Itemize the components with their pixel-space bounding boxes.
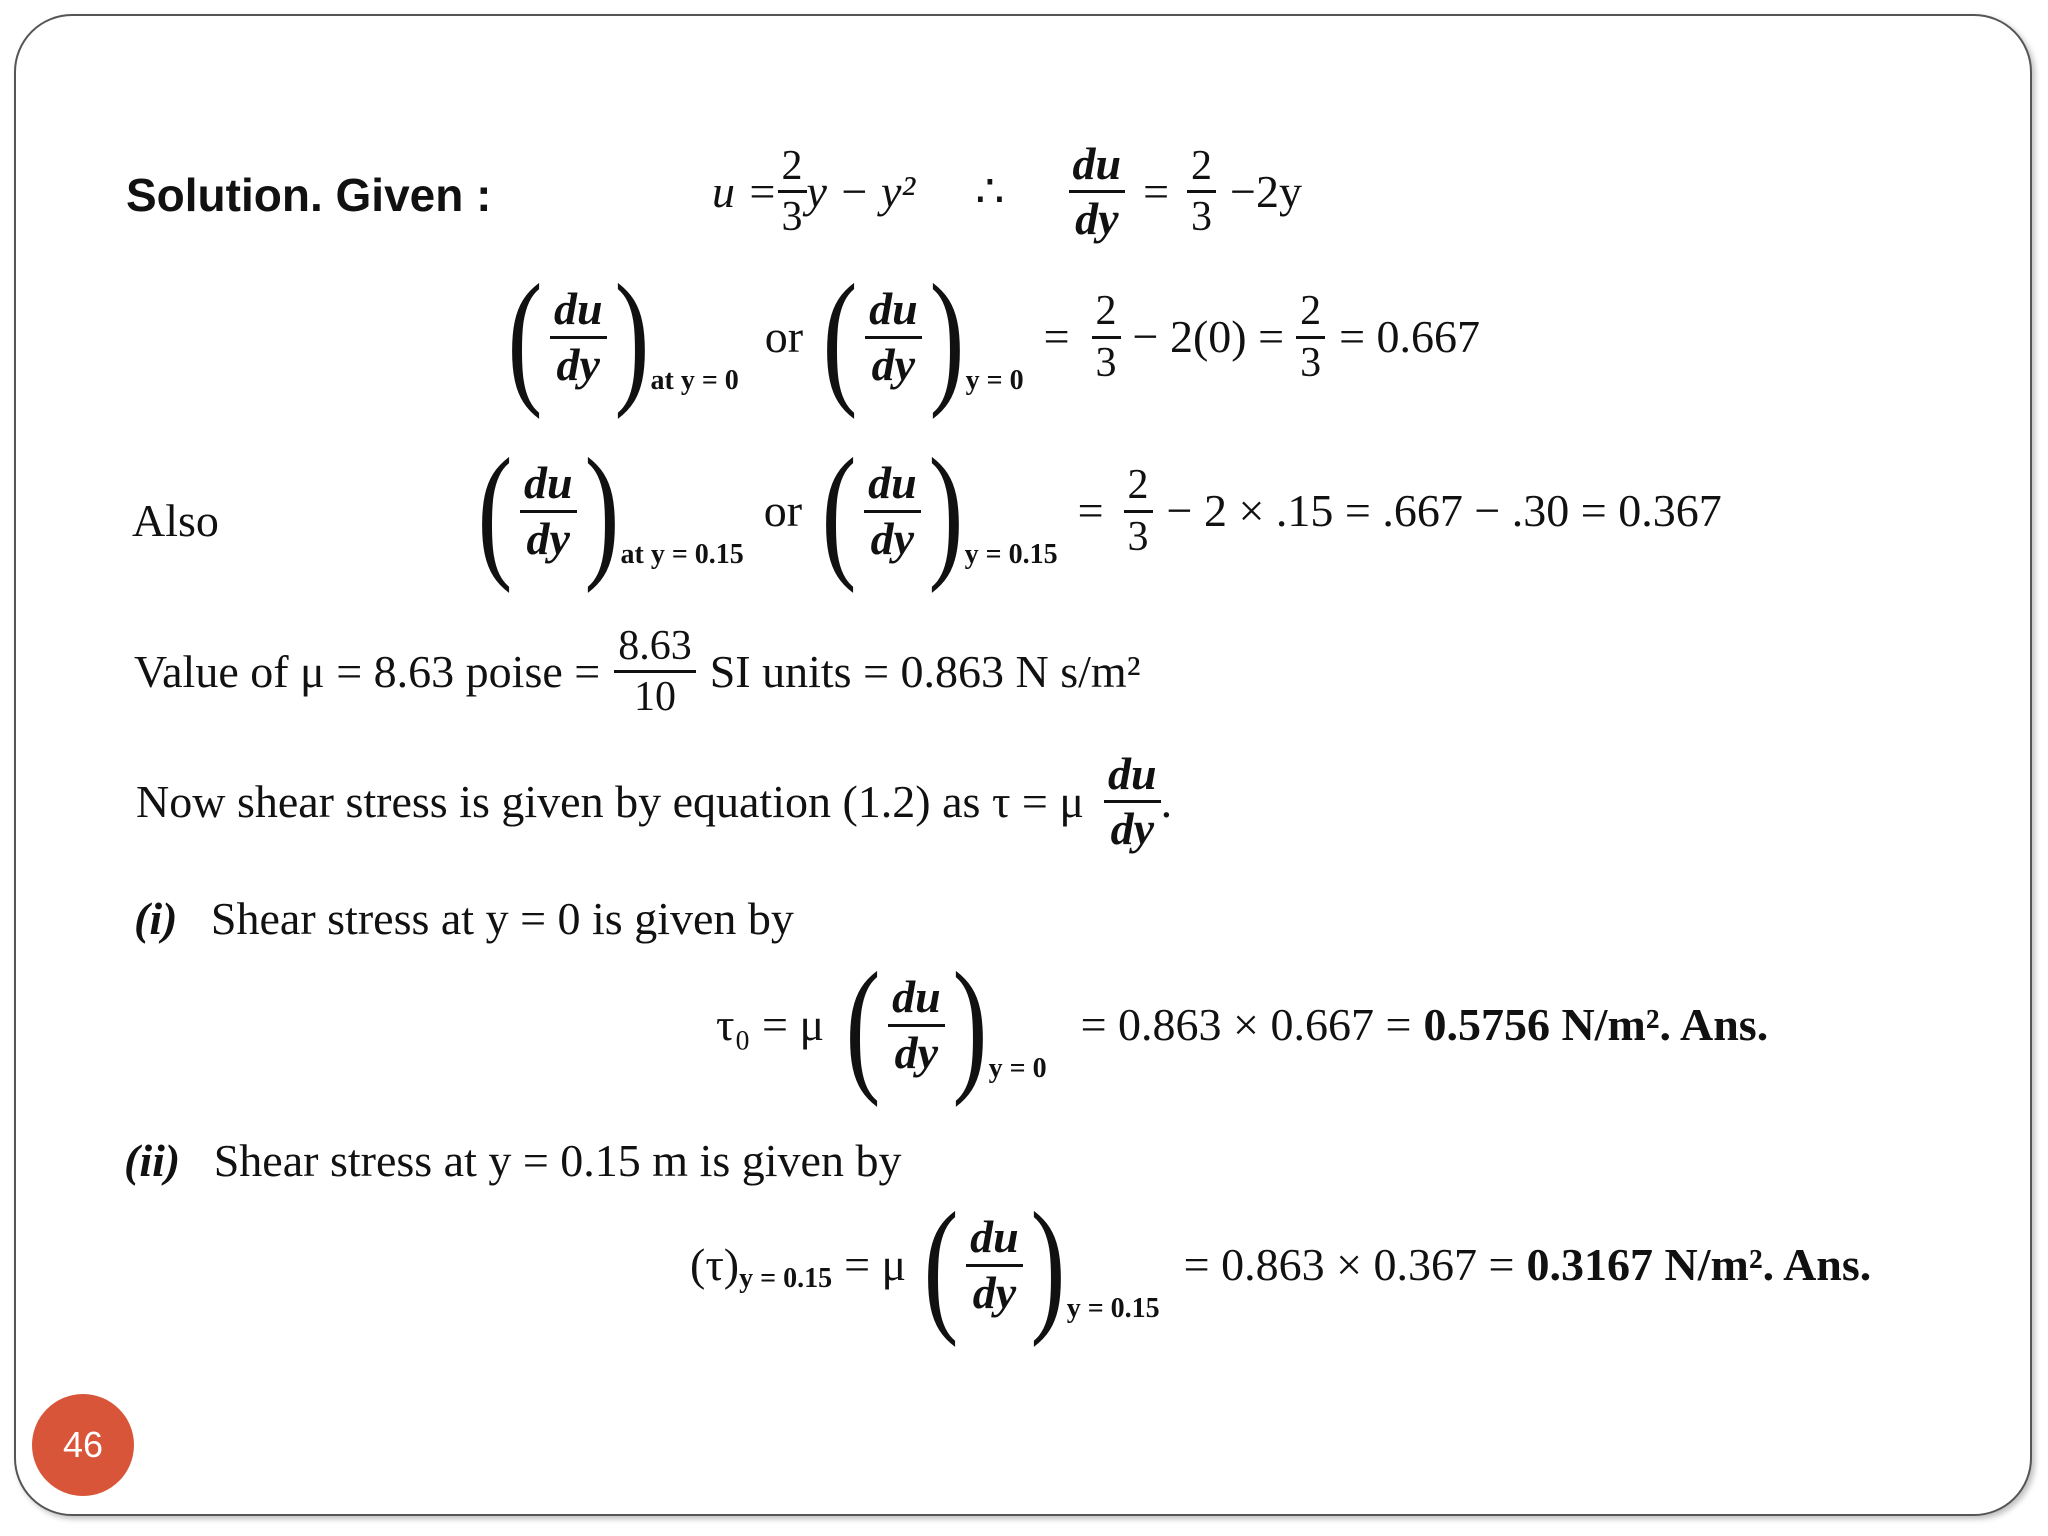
tau-subscript: y = 0.15	[739, 1263, 833, 1294]
equals-sign: =	[1143, 165, 1170, 217]
given-equation	[712, 140, 1302, 244]
du-dy-fraction	[864, 459, 921, 563]
equation-tail: y − y²	[806, 165, 916, 217]
left-paren: (	[923, 1182, 959, 1348]
tau0-lhs: τ₀ = μ	[716, 999, 825, 1050]
fraction-numerator: 2	[1092, 289, 1121, 338]
page-number-badge: 46	[32, 1394, 134, 1496]
viscosity-si-units: SI units = 0.863 N s/m²	[709, 645, 1141, 697]
mu-equals: = μ	[844, 1239, 907, 1290]
du-numerator: du	[888, 973, 945, 1026]
right-paren: )	[614, 254, 650, 420]
fraction-numerator: 2	[1187, 144, 1216, 193]
subscript-y0: y = 0	[965, 365, 1024, 396]
left-paren: (	[821, 428, 857, 594]
fraction-two-thirds	[1092, 289, 1121, 384]
viscosity-lead: Value of μ = 8.63 poise =	[134, 645, 601, 697]
period: .	[1160, 775, 1173, 827]
du-dy-fraction	[1069, 140, 1126, 244]
middle-calc: − 2(0) =	[1132, 311, 1285, 362]
dy-denominator: dy	[870, 512, 915, 564]
du-numerator: du	[1069, 140, 1126, 193]
fraction-denominator: 3	[1191, 194, 1213, 241]
subscript-y015: y = 0.15	[1066, 1293, 1160, 1324]
left-paren: (	[507, 254, 543, 420]
equation-tail-2: −2y	[1230, 165, 1302, 217]
du-dy-fraction	[966, 1213, 1023, 1317]
dy-denominator: dy	[556, 338, 600, 390]
shear-stress-lead: Now shear stress is given by equation (1.2) as τ = μ	[136, 775, 1085, 827]
therefore-symbol: ∴	[975, 165, 1005, 217]
derivative-at-zero-line	[500, 254, 1481, 420]
part-ii-calc: = 0.863 × 0.367 =	[1183, 1239, 1515, 1290]
dy-denominator: dy	[894, 1026, 939, 1078]
part-ii-heading	[124, 1135, 902, 1186]
part-i-text: Shear stress at y = 0 is given by	[210, 893, 794, 944]
subscript-at-y015: at y = 0.15	[620, 539, 744, 570]
left-paren: (	[822, 254, 858, 420]
derivative-group	[838, 942, 1047, 1108]
derivative-group-2	[814, 428, 1058, 594]
u-equals: u =	[712, 165, 778, 217]
right-paren: )	[929, 254, 965, 420]
derivative-group-1	[500, 254, 739, 420]
viscosity-fraction	[614, 624, 696, 719]
right-paren: )	[928, 428, 964, 594]
dy-denominator: dy	[526, 512, 570, 564]
du-dy-fraction	[1104, 750, 1161, 854]
subscript-at-y0: at y = 0	[650, 365, 739, 396]
du-numerator: du	[864, 459, 921, 512]
subscript-y015: y = 0.15	[964, 539, 1058, 570]
part-ii-answer: 0.3167 N/m². Ans.	[1526, 1239, 1872, 1290]
dy-denominator: dy	[972, 1266, 1017, 1318]
du-numerator: du	[865, 285, 922, 338]
du-numerator: du	[550, 285, 607, 338]
part-i-calculation	[716, 942, 1769, 1108]
right-paren: )	[1030, 1182, 1066, 1348]
right-paren: )	[584, 428, 620, 594]
part-ii-text: Shear stress at y = 0.15 m is given by	[213, 1135, 902, 1186]
left-paren: (	[477, 428, 513, 594]
part-i-marker: (i)	[134, 893, 178, 944]
or-word: or	[764, 311, 804, 362]
also-label: Also	[132, 495, 219, 546]
du-dy-fraction	[520, 459, 577, 563]
tau-lhs: (τ)	[690, 1239, 740, 1290]
du-dy-fraction	[865, 285, 922, 389]
fraction-numerator: 2	[1124, 463, 1153, 512]
fraction-numerator: 8.63	[614, 624, 696, 673]
du-numerator: du	[966, 1213, 1023, 1266]
derivative-group-1	[470, 428, 744, 594]
derivative-group	[916, 1182, 1160, 1348]
part-i-answer: 0.5756 N/m². Ans.	[1423, 999, 1769, 1050]
fraction-denominator: 3	[1127, 513, 1149, 560]
du-numerator: du	[1104, 750, 1161, 803]
equals-sign: =	[1077, 485, 1104, 536]
fraction-two-thirds	[778, 144, 807, 239]
result-calc: − 2 × .15 = .667 − .30 = 0.367	[1166, 485, 1722, 536]
fraction-numerator: 2	[1296, 289, 1325, 338]
fraction-numerator: 2	[778, 144, 807, 193]
shear-stress-equation-line	[136, 750, 1172, 854]
result-value: = 0.667	[1339, 311, 1481, 362]
derivative-group-2	[815, 254, 1024, 420]
or-word: or	[763, 485, 803, 536]
part-ii-marker: (ii)	[124, 1135, 181, 1186]
viscosity-line	[134, 624, 1140, 719]
fraction-two-thirds	[1124, 463, 1153, 558]
equals-sign: =	[1043, 311, 1070, 362]
fraction-denominator: 3	[781, 194, 803, 241]
fraction-denominator: 3	[1300, 339, 1322, 386]
du-dy-fraction	[888, 973, 945, 1077]
derivative-at-015-line	[470, 428, 1722, 594]
dy-denominator: dy	[1110, 803, 1155, 855]
part-ii-calculation	[690, 1182, 1872, 1348]
fraction-denominator: 3	[1095, 339, 1117, 386]
right-paren: )	[952, 942, 988, 1108]
left-paren: (	[845, 942, 881, 1108]
subscript-y0: y = 0	[988, 1053, 1047, 1084]
dy-denominator: dy	[1075, 193, 1119, 245]
part-i-calc: = 0.863 × 0.667 =	[1080, 999, 1412, 1050]
fraction-denominator: 10	[633, 674, 676, 721]
du-dy-fraction	[550, 285, 607, 389]
part-i-heading	[134, 893, 794, 944]
fraction-two-thirds-2	[1296, 289, 1325, 384]
dy-denominator: dy	[871, 338, 916, 390]
fraction-two-thirds-2	[1187, 144, 1216, 239]
solution-label: Solution. Given :	[126, 169, 492, 221]
du-numerator: du	[520, 459, 577, 512]
